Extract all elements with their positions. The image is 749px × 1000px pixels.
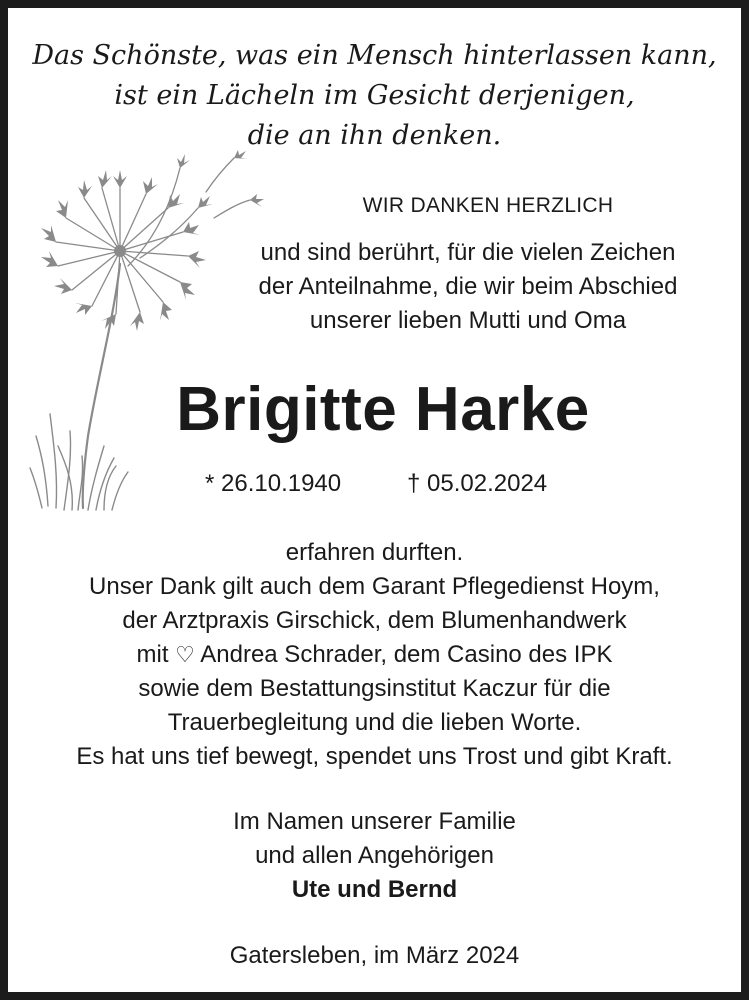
place-and-date: Gatersleben, im März 2024 bbox=[229, 942, 520, 969]
body-line-4-start: mit bbox=[136, 641, 176, 668]
death-date: † 05.02.2024 bbox=[407, 470, 548, 497]
thanks-text bbox=[208, 236, 728, 338]
signoff-line-1: Im Namen unserer Familie bbox=[233, 808, 516, 835]
signoff-line-2: und allen Angehörigen bbox=[255, 842, 494, 869]
body-line-6: Trauerbegleitung und die lieben Worte. bbox=[167, 709, 582, 736]
deceased-name: Brigitte Harke bbox=[176, 375, 590, 444]
body-line-3: der Arztpraxis Girschick, dem Blumenhandwerk bbox=[122, 607, 627, 634]
body-line-7: Es hat uns tief bewegt, spendet uns Trost und gibt Kraft. bbox=[76, 743, 673, 770]
memorial-quote bbox=[8, 36, 741, 156]
family-signoff bbox=[8, 805, 741, 907]
quote-line-2: ist ein Lächeln im Gesicht derjenigen, bbox=[114, 80, 635, 111]
acknowledgement-text bbox=[8, 536, 741, 774]
body-line-2: Unser Dank gilt auch dem Garant Pflegedienst Hoym, bbox=[89, 573, 660, 600]
birth-date: * 26.10.1940 bbox=[205, 470, 342, 497]
thanks-line-2: der Anteilnahme, die wir beim Abschied bbox=[258, 273, 678, 300]
body-line-5: sowie dem Bestattungsinstitut Kaczur für die bbox=[138, 675, 611, 702]
heart-outline-icon: ♡ bbox=[175, 642, 195, 667]
signoff-names: Ute und Bernd bbox=[291, 876, 458, 903]
body-line-1: erfahren durften. bbox=[285, 539, 464, 566]
quote-line-1: Das Schönste, was ein Mensch hinterlassen kann, bbox=[32, 40, 717, 71]
thanks-heading: WIR DANKEN HERZLICH bbox=[362, 194, 614, 217]
body-line-4 bbox=[8, 638, 741, 672]
body-line-4-end: Andrea Schrader, dem Casino des IPK bbox=[194, 641, 613, 668]
thanks-line-3: unserer lieben Mutti und Oma bbox=[309, 307, 627, 334]
thanks-line-1: und sind berührt, für die vielen Zeichen bbox=[260, 239, 676, 266]
quote-line-3: die an ihn denken. bbox=[247, 120, 502, 151]
